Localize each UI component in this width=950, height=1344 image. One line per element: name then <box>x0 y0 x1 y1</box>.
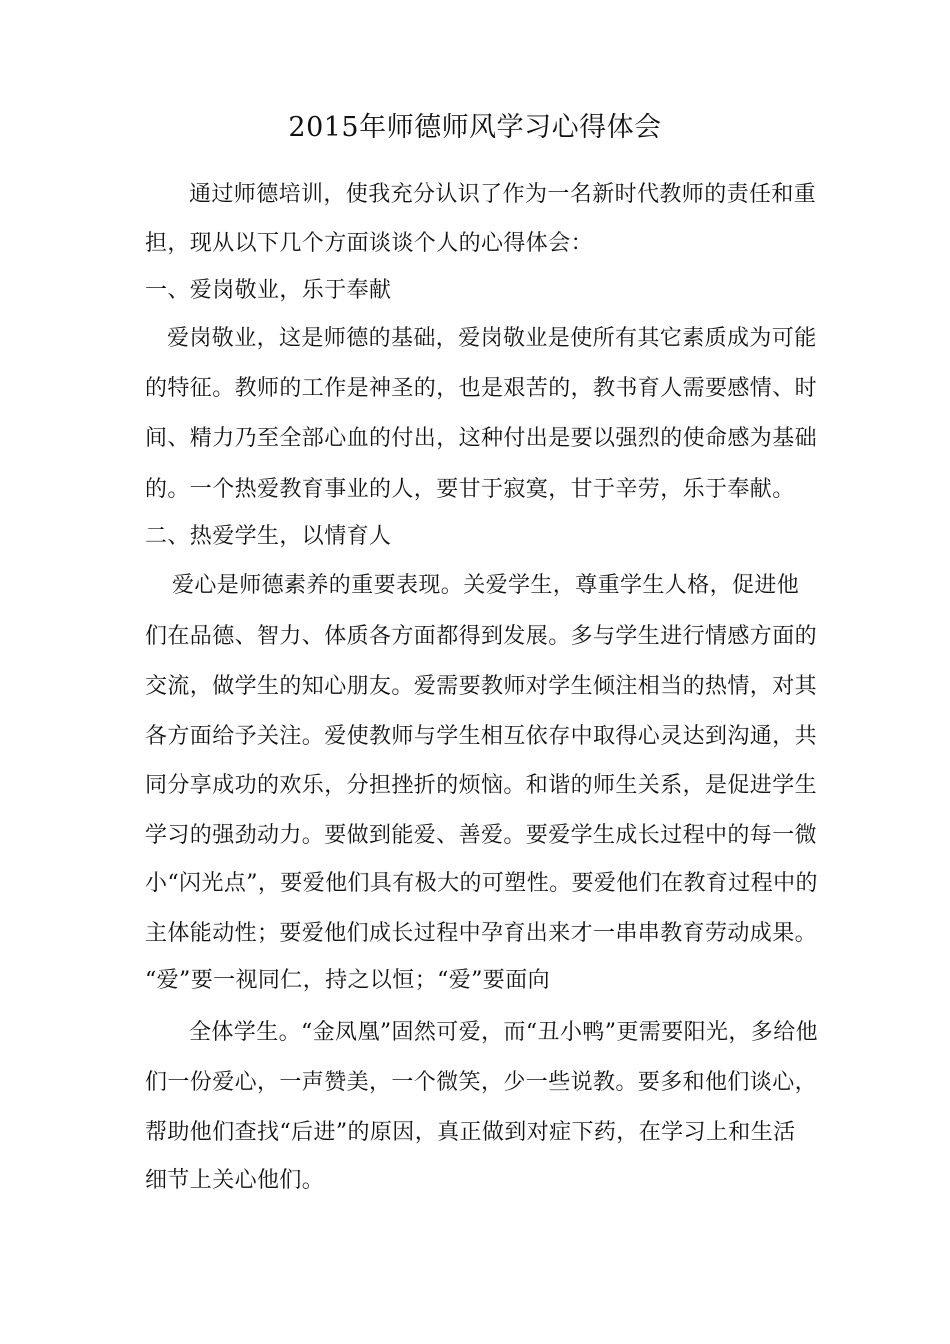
paragraph-2-line-1: 爱心是师德素养的重要表现。关爱学生，尊重学生人格，促进他 <box>172 573 800 598</box>
paragraph-2-line-6: 学习的强劲动力。要做到能爱、善爱。要爱学生成长过程中的每一微 <box>145 823 818 848</box>
paragraph-3-line-4: 细节上关心他们。 <box>145 1168 325 1193</box>
document-title: 2015年师德师风学习心得体会 <box>288 112 662 143</box>
paragraph-intro-line-2: 担，现从以下几个方面谈谈个人的心得体会： <box>145 231 594 256</box>
paragraph-2-line-2: 们在品德、智力、体质各方面都得到发展。多与学生进行情感方面的 <box>145 624 818 649</box>
section-heading-1: 一、爱岗敬业，乐于奉献 <box>145 278 392 303</box>
paragraph-1-line-2: 的特征。教师的工作是神圣的，也是艰苦的，教书育人需要感情、时 <box>145 376 818 401</box>
paragraph-2-line-8: 主体能动性；要爱他们成长过程中孕育出来才一串串教育劳动成果。 <box>145 921 818 946</box>
section-heading-2: 二、热爱学生，以情育人 <box>145 524 392 549</box>
paragraph-1-line-1: 爱岗敬业，这是师德的基础，爱岗敬业是使所有其它素质成为可能 <box>167 326 817 351</box>
paragraph-intro-line-1: 通过师德培训，使我充分认识了作为一名新时代教师的责任和重 <box>189 182 817 207</box>
paragraph-3-line-3: 帮助他们查找“后进”的原因，真正做到对症下药，在学习上和生活 <box>145 1120 796 1145</box>
paragraph-2-line-9: “爱”要一视同仁，持之以恒；“爱”要面向 <box>145 968 550 993</box>
paragraph-2-line-5: 同分享成功的欢乐，分担挫折的烦恼。和谐的师生关系，是促进学生 <box>145 773 818 798</box>
paragraph-2-line-7: 小“闪光点”，要爱他们具有极大的可塑性。要爱他们在教育过程中的 <box>145 871 818 896</box>
paragraph-3-line-1: 全体学生。“金凤凰”固然可爱，而“丑小鸭”更需要阳光，多给他 <box>189 1020 818 1045</box>
paragraph-2-line-4: 各方面给予关注。爱使教师与学生相互依存中取得心灵达到沟通，共 <box>145 724 818 749</box>
paragraph-3-line-2: 们一份爱心，一声赞美，一个微笑，少一些说教。要多和他们谈心， <box>145 1070 818 1095</box>
paragraph-1-line-4: 的。一个热爱教育事业的人，要甘于寂寞，甘于辛劳，乐于奉献。 <box>145 477 795 502</box>
paragraph-2-line-3: 交流，做学生的知心朋友。爱需要教师对学生倾注相当的热情，对其 <box>145 674 818 699</box>
paragraph-1-line-3: 间、精力乃至全部心血的付出，这种付出是要以强烈的使命感为基础 <box>145 426 818 451</box>
